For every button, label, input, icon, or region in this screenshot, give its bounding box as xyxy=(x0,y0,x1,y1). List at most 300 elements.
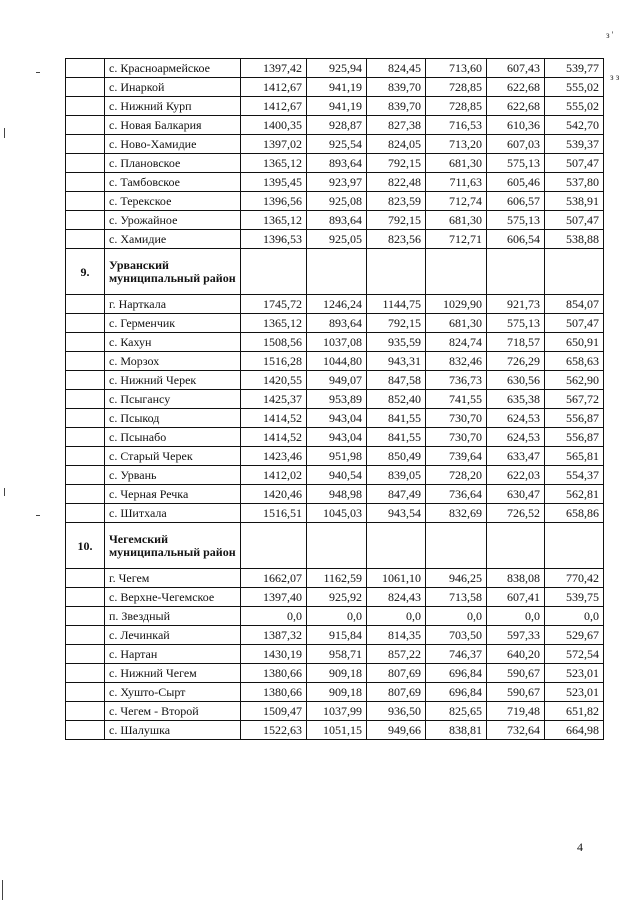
value-cell: 736,64 xyxy=(426,485,487,504)
table-row xyxy=(66,230,604,249)
table-row xyxy=(66,192,604,211)
value-cell: 590,67 xyxy=(487,664,545,683)
table-row xyxy=(66,173,604,192)
value-cell: 770,42 xyxy=(545,569,604,588)
value-cell: 607,03 xyxy=(487,135,545,154)
district-header-row xyxy=(66,523,604,569)
value-cell: 716,53 xyxy=(426,116,487,135)
settlement-name: с. Урожайное xyxy=(105,211,241,230)
empty-cell xyxy=(66,721,105,740)
empty-cell xyxy=(66,588,105,607)
value-cell: 940,54 xyxy=(307,466,367,485)
empty-cell xyxy=(307,523,367,569)
settlement-name: с. Новая Балкария xyxy=(105,116,241,135)
empty-cell xyxy=(66,607,105,626)
value-cell: 832,69 xyxy=(426,504,487,523)
table-row xyxy=(66,59,604,78)
value-cell: 1380,66 xyxy=(241,683,307,702)
settlement-name: с. Нижний Чегем xyxy=(105,664,241,683)
value-cell: 606,54 xyxy=(487,230,545,249)
value-cell: 943,31 xyxy=(367,352,426,371)
value-cell: 664,98 xyxy=(545,721,604,740)
value-cell: 575,13 xyxy=(487,211,545,230)
value-cell: 605,46 xyxy=(487,173,545,192)
empty-cell xyxy=(66,314,105,333)
table-row xyxy=(66,78,604,97)
settlement-name: с. Ново-Хамидие xyxy=(105,135,241,154)
value-cell: 824,43 xyxy=(367,588,426,607)
value-cell: 746,37 xyxy=(426,645,487,664)
value-cell: 622,68 xyxy=(487,78,545,97)
corner-mark: з ' xyxy=(606,30,614,40)
value-cell: 529,67 xyxy=(545,626,604,645)
value-cell: 1397,40 xyxy=(241,588,307,607)
empty-cell xyxy=(66,192,105,211)
table-row xyxy=(66,588,604,607)
value-cell: 1037,99 xyxy=(307,702,367,721)
settlement-name: с. Чегем - Второй xyxy=(105,702,241,721)
empty-cell xyxy=(66,466,105,485)
value-cell: 946,25 xyxy=(426,569,487,588)
value-cell: 1414,52 xyxy=(241,409,307,428)
value-cell: 807,69 xyxy=(367,683,426,702)
value-cell: 936,50 xyxy=(367,702,426,721)
value-cell: 703,50 xyxy=(426,626,487,645)
value-cell: 630,56 xyxy=(487,371,545,390)
empty-cell xyxy=(545,249,604,295)
empty-cell xyxy=(66,59,105,78)
value-cell: 925,08 xyxy=(307,192,367,211)
empty-cell xyxy=(66,390,105,409)
value-cell: 1414,52 xyxy=(241,428,307,447)
value-cell: 893,64 xyxy=(307,154,367,173)
value-cell: 622,03 xyxy=(487,466,545,485)
value-cell: 839,05 xyxy=(367,466,426,485)
empty-cell xyxy=(367,523,426,569)
value-cell: 537,80 xyxy=(545,173,604,192)
settlement-name: с. Тамбовское xyxy=(105,173,241,192)
settlement-name: с. Шитхала xyxy=(105,504,241,523)
value-cell: 854,07 xyxy=(545,295,604,314)
settlement-name: г. Нарткала xyxy=(105,295,241,314)
empty-cell xyxy=(66,230,105,249)
value-cell: 0,0 xyxy=(487,607,545,626)
value-cell: 1045,03 xyxy=(307,504,367,523)
value-cell: 941,19 xyxy=(307,78,367,97)
value-cell: 823,59 xyxy=(367,192,426,211)
value-cell: 1745,72 xyxy=(241,295,307,314)
page-number: 4 xyxy=(577,840,583,854)
value-cell: 824,45 xyxy=(367,59,426,78)
empty-cell xyxy=(241,523,307,569)
value-cell: 943,04 xyxy=(307,428,367,447)
value-cell: 935,59 xyxy=(367,333,426,352)
value-cell: 827,38 xyxy=(367,116,426,135)
value-cell: 839,70 xyxy=(367,78,426,97)
value-cell: 1430,19 xyxy=(241,645,307,664)
value-cell: 1029,90 xyxy=(426,295,487,314)
empty-cell xyxy=(66,409,105,428)
value-cell: 857,22 xyxy=(367,645,426,664)
table-row xyxy=(66,295,604,314)
scan-dash xyxy=(4,488,5,496)
district-number: 9. xyxy=(66,249,105,295)
settlement-name: с. Плановское xyxy=(105,154,241,173)
settlement-name: с. Морзох xyxy=(105,352,241,371)
value-cell: 1387,32 xyxy=(241,626,307,645)
value-cell: 1400,35 xyxy=(241,116,307,135)
value-cell: 1509,47 xyxy=(241,702,307,721)
table-row xyxy=(66,721,604,740)
empty-cell xyxy=(66,211,105,230)
value-cell: 726,52 xyxy=(487,504,545,523)
empty-cell xyxy=(66,116,105,135)
value-cell: 1365,12 xyxy=(241,314,307,333)
empty-cell xyxy=(66,447,105,466)
value-cell: 555,02 xyxy=(545,97,604,116)
value-cell: 554,37 xyxy=(545,466,604,485)
value-cell: 941,19 xyxy=(307,97,367,116)
settlement-name: п. Звездный xyxy=(105,607,241,626)
empty-cell xyxy=(426,523,487,569)
value-cell: 1044,80 xyxy=(307,352,367,371)
value-cell: 1397,02 xyxy=(241,135,307,154)
value-cell: 839,70 xyxy=(367,97,426,116)
empty-cell xyxy=(66,664,105,683)
value-cell: 1397,42 xyxy=(241,59,307,78)
value-cell: 1396,53 xyxy=(241,230,307,249)
value-cell: 607,41 xyxy=(487,588,545,607)
value-cell: 681,30 xyxy=(426,314,487,333)
settlement-name: с. Красноармейское xyxy=(105,59,241,78)
empty-cell xyxy=(66,683,105,702)
value-cell: 0,0 xyxy=(241,607,307,626)
value-cell: 681,30 xyxy=(426,211,487,230)
value-cell: 597,33 xyxy=(487,626,545,645)
value-cell: 1365,12 xyxy=(241,154,307,173)
empty-cell xyxy=(367,249,426,295)
settlement-name: с. Терекское xyxy=(105,192,241,211)
value-cell: 792,15 xyxy=(367,314,426,333)
value-cell: 852,40 xyxy=(367,390,426,409)
value-cell: 814,35 xyxy=(367,626,426,645)
scan-dash xyxy=(36,515,40,516)
value-cell: 607,43 xyxy=(487,59,545,78)
value-cell: 825,65 xyxy=(426,702,487,721)
value-cell: 713,20 xyxy=(426,135,487,154)
value-cell: 1051,15 xyxy=(307,721,367,740)
value-cell: 728,20 xyxy=(426,466,487,485)
value-cell: 650,91 xyxy=(545,333,604,352)
value-cell: 658,63 xyxy=(545,352,604,371)
district-name: Урванский муниципальный район xyxy=(105,249,241,295)
empty-cell xyxy=(66,78,105,97)
value-cell: 711,63 xyxy=(426,173,487,192)
value-cell: 1144,75 xyxy=(367,295,426,314)
value-cell: 1423,46 xyxy=(241,447,307,466)
table-row xyxy=(66,664,604,683)
table-row xyxy=(66,447,604,466)
value-cell: 539,37 xyxy=(545,135,604,154)
value-cell: 0,0 xyxy=(307,607,367,626)
value-cell: 1420,55 xyxy=(241,371,307,390)
value-cell: 732,64 xyxy=(487,721,545,740)
empty-cell xyxy=(545,523,604,569)
value-cell: 539,75 xyxy=(545,588,604,607)
table-row xyxy=(66,645,604,664)
value-cell: 1037,08 xyxy=(307,333,367,352)
value-cell: 575,13 xyxy=(487,314,545,333)
empty-cell xyxy=(241,249,307,295)
table-row xyxy=(66,97,604,116)
table-row xyxy=(66,154,604,173)
settlement-name: с. Верхне-Чегемское xyxy=(105,588,241,607)
empty-cell xyxy=(66,333,105,352)
settlement-name: с. Псынабо xyxy=(105,428,241,447)
value-cell: 542,70 xyxy=(545,116,604,135)
value-cell: 624,53 xyxy=(487,428,545,447)
value-cell: 893,64 xyxy=(307,314,367,333)
value-cell: 1412,02 xyxy=(241,466,307,485)
value-cell: 630,47 xyxy=(487,485,545,504)
value-cell: 696,84 xyxy=(426,664,487,683)
empty-cell xyxy=(487,249,545,295)
empty-cell xyxy=(66,154,105,173)
value-cell: 807,69 xyxy=(367,664,426,683)
settlement-name: с. Урвань xyxy=(105,466,241,485)
value-cell: 1662,07 xyxy=(241,569,307,588)
value-cell: 0,0 xyxy=(367,607,426,626)
value-cell: 556,87 xyxy=(545,409,604,428)
value-cell: 712,71 xyxy=(426,230,487,249)
value-cell: 539,77 xyxy=(545,59,604,78)
empty-cell xyxy=(66,97,105,116)
value-cell: 726,29 xyxy=(487,352,545,371)
value-cell: 953,89 xyxy=(307,390,367,409)
value-cell: 925,94 xyxy=(307,59,367,78)
value-cell: 633,47 xyxy=(487,447,545,466)
value-cell: 713,58 xyxy=(426,588,487,607)
value-cell: 943,04 xyxy=(307,409,367,428)
table-row xyxy=(66,352,604,371)
value-cell: 572,54 xyxy=(545,645,604,664)
value-cell: 1516,28 xyxy=(241,352,307,371)
empty-cell xyxy=(66,173,105,192)
empty-cell xyxy=(66,352,105,371)
settlement-name: с. Нижний Курп xyxy=(105,97,241,116)
value-cell: 712,74 xyxy=(426,192,487,211)
district-name: Чегемский муниципальный район xyxy=(105,523,241,569)
value-cell: 838,08 xyxy=(487,569,545,588)
settlement-name: с. Хамидие xyxy=(105,230,241,249)
empty-cell xyxy=(307,249,367,295)
value-cell: 951,98 xyxy=(307,447,367,466)
value-cell: 1508,56 xyxy=(241,333,307,352)
value-cell: 562,81 xyxy=(545,485,604,504)
value-cell: 741,55 xyxy=(426,390,487,409)
corner-mark: з з xyxy=(610,72,620,82)
value-cell: 0,0 xyxy=(545,607,604,626)
empty-cell xyxy=(66,504,105,523)
value-cell: 567,72 xyxy=(545,390,604,409)
table-row xyxy=(66,504,604,523)
empty-cell xyxy=(66,295,105,314)
value-cell: 832,46 xyxy=(426,352,487,371)
district-header-row xyxy=(66,249,604,295)
value-cell: 681,30 xyxy=(426,154,487,173)
value-cell: 1380,66 xyxy=(241,664,307,683)
value-cell: 713,60 xyxy=(426,59,487,78)
settlement-name: с. Псыкод xyxy=(105,409,241,428)
settlement-name: г. Чегем xyxy=(105,569,241,588)
value-cell: 739,64 xyxy=(426,447,487,466)
settlement-name: с. Старый Черек xyxy=(105,447,241,466)
table-row xyxy=(66,314,604,333)
empty-cell xyxy=(66,135,105,154)
value-cell: 622,68 xyxy=(487,97,545,116)
value-cell: 556,87 xyxy=(545,428,604,447)
value-cell: 949,66 xyxy=(367,721,426,740)
table-row xyxy=(66,683,604,702)
table-row xyxy=(66,607,604,626)
value-cell: 792,15 xyxy=(367,154,426,173)
value-cell: 507,47 xyxy=(545,211,604,230)
tariff-table xyxy=(65,58,604,740)
value-cell: 651,82 xyxy=(545,702,604,721)
table-row xyxy=(66,371,604,390)
value-cell: 1412,67 xyxy=(241,78,307,97)
district-number: 10. xyxy=(66,523,105,569)
value-cell: 824,05 xyxy=(367,135,426,154)
value-cell: 841,55 xyxy=(367,409,426,428)
value-cell: 824,74 xyxy=(426,333,487,352)
value-cell: 555,02 xyxy=(545,78,604,97)
scan-dash xyxy=(4,128,5,138)
value-cell: 1420,46 xyxy=(241,485,307,504)
value-cell: 909,18 xyxy=(307,683,367,702)
table-row xyxy=(66,485,604,504)
settlement-name: с. Кахун xyxy=(105,333,241,352)
value-cell: 958,71 xyxy=(307,645,367,664)
value-cell: 538,88 xyxy=(545,230,604,249)
table-row xyxy=(66,409,604,428)
value-cell: 1162,59 xyxy=(307,569,367,588)
value-cell: 523,01 xyxy=(545,664,604,683)
value-cell: 507,47 xyxy=(545,314,604,333)
value-cell: 1396,56 xyxy=(241,192,307,211)
table-row xyxy=(66,466,604,485)
value-cell: 562,90 xyxy=(545,371,604,390)
empty-cell xyxy=(66,569,105,588)
value-cell: 730,70 xyxy=(426,409,487,428)
value-cell: 624,53 xyxy=(487,409,545,428)
value-cell: 925,92 xyxy=(307,588,367,607)
value-cell: 909,18 xyxy=(307,664,367,683)
value-cell: 523,01 xyxy=(545,683,604,702)
value-cell: 575,13 xyxy=(487,154,545,173)
value-cell: 610,36 xyxy=(487,116,545,135)
value-cell: 640,20 xyxy=(487,645,545,664)
value-cell: 507,47 xyxy=(545,154,604,173)
settlement-name: с. Герменчик xyxy=(105,314,241,333)
value-cell: 728,85 xyxy=(426,78,487,97)
scan-dash xyxy=(2,880,3,900)
value-cell: 822,48 xyxy=(367,173,426,192)
empty-cell xyxy=(66,626,105,645)
value-cell: 1522,63 xyxy=(241,721,307,740)
value-cell: 949,07 xyxy=(307,371,367,390)
value-cell: 841,55 xyxy=(367,428,426,447)
value-cell: 925,05 xyxy=(307,230,367,249)
table-row xyxy=(66,135,604,154)
value-cell: 0,0 xyxy=(426,607,487,626)
value-cell: 696,84 xyxy=(426,683,487,702)
scan-dash xyxy=(36,72,40,73)
table-row xyxy=(66,390,604,409)
empty-cell xyxy=(487,523,545,569)
value-cell: 948,98 xyxy=(307,485,367,504)
settlement-name: с. Хушто-Сырт xyxy=(105,683,241,702)
value-cell: 658,86 xyxy=(545,504,604,523)
settlement-name: с. Лечинкай xyxy=(105,626,241,645)
value-cell: 565,81 xyxy=(545,447,604,466)
value-cell: 1061,10 xyxy=(367,569,426,588)
empty-cell xyxy=(66,428,105,447)
value-cell: 838,81 xyxy=(426,721,487,740)
value-cell: 719,48 xyxy=(487,702,545,721)
empty-cell xyxy=(66,645,105,664)
settlement-name: с. Нартан xyxy=(105,645,241,664)
value-cell: 1246,24 xyxy=(307,295,367,314)
table-row xyxy=(66,333,604,352)
value-cell: 847,49 xyxy=(367,485,426,504)
table-row xyxy=(66,702,604,721)
settlement-name: с. Инаркой xyxy=(105,78,241,97)
value-cell: 928,87 xyxy=(307,116,367,135)
empty-cell xyxy=(66,485,105,504)
table-row xyxy=(66,116,604,135)
value-cell: 1516,51 xyxy=(241,504,307,523)
settlement-name: с. Нижний Черек xyxy=(105,371,241,390)
settlement-name: с. Черная Речка xyxy=(105,485,241,504)
table-row xyxy=(66,428,604,447)
value-cell: 792,15 xyxy=(367,211,426,230)
value-cell: 847,58 xyxy=(367,371,426,390)
value-cell: 590,67 xyxy=(487,683,545,702)
table-row xyxy=(66,211,604,230)
value-cell: 823,56 xyxy=(367,230,426,249)
value-cell: 943,54 xyxy=(367,504,426,523)
value-cell: 850,49 xyxy=(367,447,426,466)
empty-cell xyxy=(66,702,105,721)
table-row xyxy=(66,569,604,588)
value-cell: 718,57 xyxy=(487,333,545,352)
value-cell: 923,97 xyxy=(307,173,367,192)
settlement-name: с. Псыгансу xyxy=(105,390,241,409)
value-cell: 1395,45 xyxy=(241,173,307,192)
value-cell: 728,85 xyxy=(426,97,487,116)
value-cell: 893,64 xyxy=(307,211,367,230)
empty-cell xyxy=(426,249,487,295)
value-cell: 538,91 xyxy=(545,192,604,211)
value-cell: 1365,12 xyxy=(241,211,307,230)
value-cell: 606,57 xyxy=(487,192,545,211)
value-cell: 915,84 xyxy=(307,626,367,645)
value-cell: 1425,37 xyxy=(241,390,307,409)
value-cell: 730,70 xyxy=(426,428,487,447)
value-cell: 736,73 xyxy=(426,371,487,390)
value-cell: 925,54 xyxy=(307,135,367,154)
